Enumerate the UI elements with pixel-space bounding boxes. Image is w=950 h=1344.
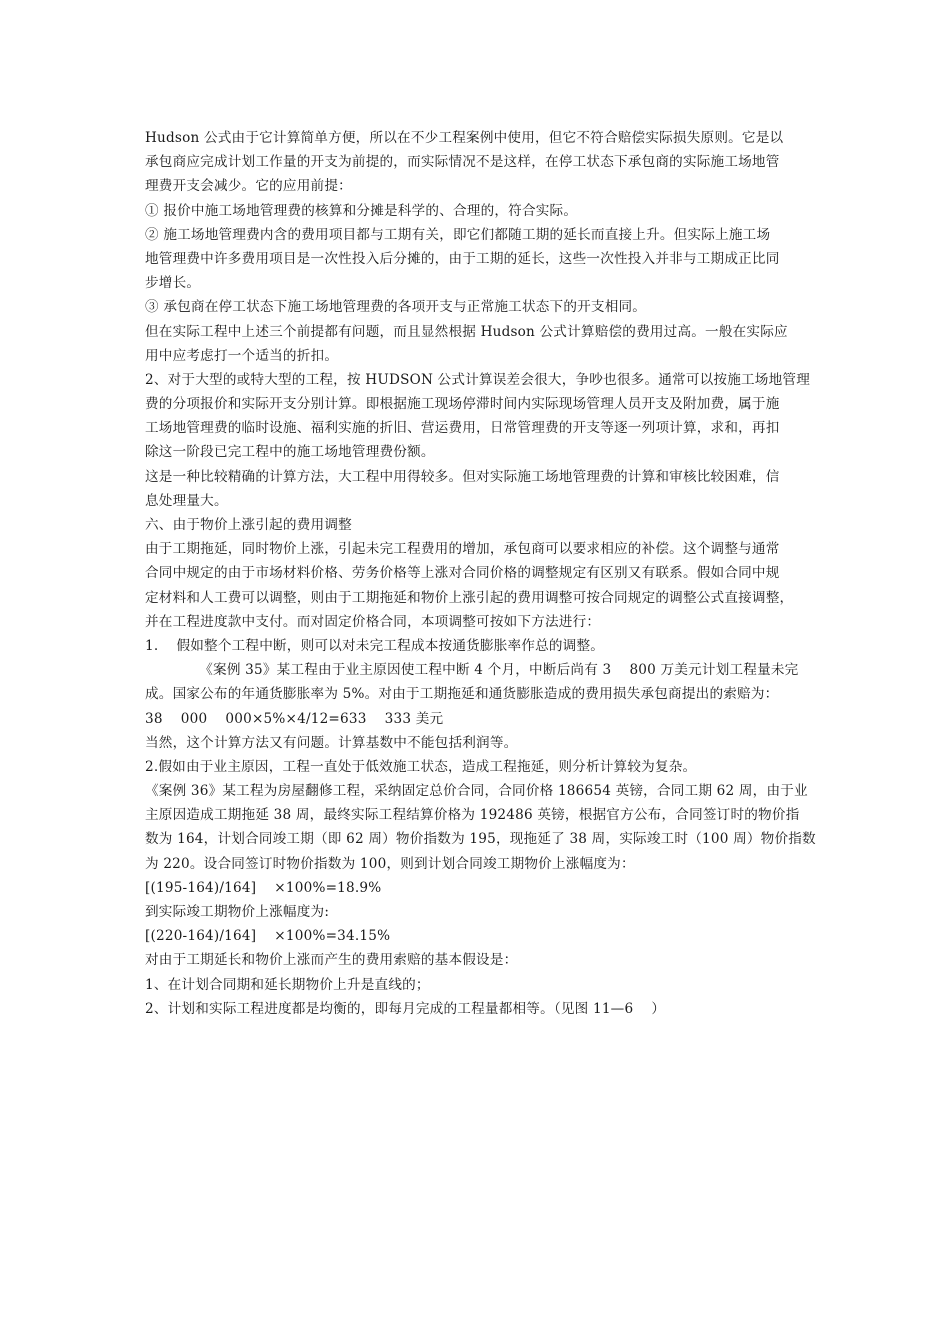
text-line: 工场地管理费的临时设施、福利实施的折旧、营运费用，日常管理费的开支等逐一列项计算，求和，再扣 — [145, 420, 780, 437]
case-text: 成。国家公布的年通货膨胀率为 5%。对由于工期拖延和通货膨胀造成的费用损失承包商提出的索赔为： — [145, 686, 779, 703]
list-item: 1、在计划合同期和延长期物价上升是直线的； — [145, 976, 430, 993]
list-item: ③ 承包商在停工状态下施工场地管理费的各项开支与正常施工状态下的开支相同。 — [145, 299, 647, 316]
text-line: 理费开支会减少。它的应用前提： — [145, 178, 352, 195]
list-item: 2、计划和实际工程进度都是均衡的，即每月完成的工程量都相等。（见图 11—6 ） — [145, 1000, 666, 1017]
text-line: 当然，这个计算方法又有问题。计算基数中不能包括利润等。 — [145, 734, 518, 751]
text-line: 承包商应完成计划工作量的开支为前提的，而实际情况不是这样，在停工状态下承包商的实际施工场地管 — [145, 154, 780, 171]
case-text: 《案例 35》某工程由于业主原因使工程中断 4 个月，中断后尚有 3 800 万美元计划工程量未完 — [145, 662, 799, 679]
text-line: 并在工程进度款中支付。而对固定价格合同，本项调整可按如下方法进行： — [145, 613, 601, 630]
text-line: 定材料和人工费可以调整，则由于工期拖延和物价上涨引起的费用调整可按合同规定的调整公式直接调整， — [145, 589, 794, 606]
formula-line: [(220-164)/164] ×100%=34.15% — [145, 928, 391, 945]
text-line: 费的分项报价和实际开支分别计算。即根据施工现场停滞时间内实际现场管理人员开支及附加费，属于施 — [145, 396, 780, 413]
text-line: 2、对于大型的或特大型的工程，按 HUDSON 公式计算误差会很大，争吵也很多。通常可以按施工场地管理 — [145, 371, 810, 388]
section-heading: 六、由于物价上涨引起的费用调整 — [145, 517, 352, 533]
case-text: 为 220。设合同签订时物价指数为 100，则到计划合同竣工期物价上涨幅度为： — [145, 855, 635, 872]
case-text: 主原因造成工期拖延 38 周，最终实际工程结算价格为 192486 英镑，根据官方公布，合同签订时的物价指 — [145, 807, 800, 824]
text-line: 由于工期拖延，同时物价上涨，引起未完工程费用的增加，承包商可以要求相应的补偿。这个调整与通常 — [145, 541, 780, 558]
text-line: 到实际竣工期物价上涨幅度为: — [145, 904, 330, 920]
list-item: 2.假如由于业主原因，工程一直处于低效施工状态，造成工程拖延，则分析计算较为复杂。 — [145, 758, 697, 775]
list-item: ① 报价中施工场地管理费的核算和分摊是科学的、合理的，符合实际。 — [145, 202, 578, 219]
text-line: 地管理费中许多费用项目是一次性投入后分摊的，由于工期的延长，这些一次性投入并非与工期成正比同 — [145, 250, 780, 267]
formula-line: [(195-164)/164] ×100%=18.9% — [145, 879, 382, 896]
list-item: 1. 假如整个工程中断，则可以对未完工程成本按通货膨胀率作总的调整。 — [145, 637, 605, 654]
case-text: 数为 164，计划合同竣工期（即 62 周）物价指数为 195，现拖延了 38 周，实际竣工时（100 周）物价指数 — [145, 831, 816, 848]
text-line: 对由于工期延长和物价上涨而产生的费用索赔的基本假设是： — [145, 952, 518, 969]
text-line: Hudson 公式由于它计算简单方便，所以在不少工程案例中使用，但它不符合赔偿实际损失原则。它是以 — [145, 130, 784, 146]
list-item: ② 施工场地管理费内含的费用项目都与工期有关，即它们都随工期的延长而直接上升。但实际上施工场 — [145, 226, 771, 243]
document-body — [145, 126, 815, 1021]
text-line: 这是一种比较精确的计算方法，大工程中用得较多。但对实际施工场地管理费的计算和审核比较困难，信 — [145, 468, 780, 485]
text-line: 步增长。 — [145, 275, 201, 292]
text-line: 用中应考虑打一个适当的折扣。 — [145, 347, 339, 364]
formula-line: 38 000 000×5%×4/12=633 333 美元 — [145, 710, 444, 727]
text-line: 但在实际工程中上述三个前提都有问题，而且显然根据 Hudson 公式计算赔偿的费用过高。一般在实际应 — [145, 323, 788, 340]
text-line: 除这一阶段已完工程中的施工场地管理费份额。 — [145, 444, 435, 461]
case-text: 《案例 36》某工程为房屋翻修工程，采纳固定总价合同，合同价格 186654 英镑，合同工期 62 周，由于业 — [145, 783, 808, 800]
text-line: 合同中规定的由于市场材料价格、劳务价格等上涨对合同价格的调整规定有区别又有联系。假如合同中规 — [145, 565, 780, 582]
text-line: 息处理量大。 — [145, 492, 228, 509]
